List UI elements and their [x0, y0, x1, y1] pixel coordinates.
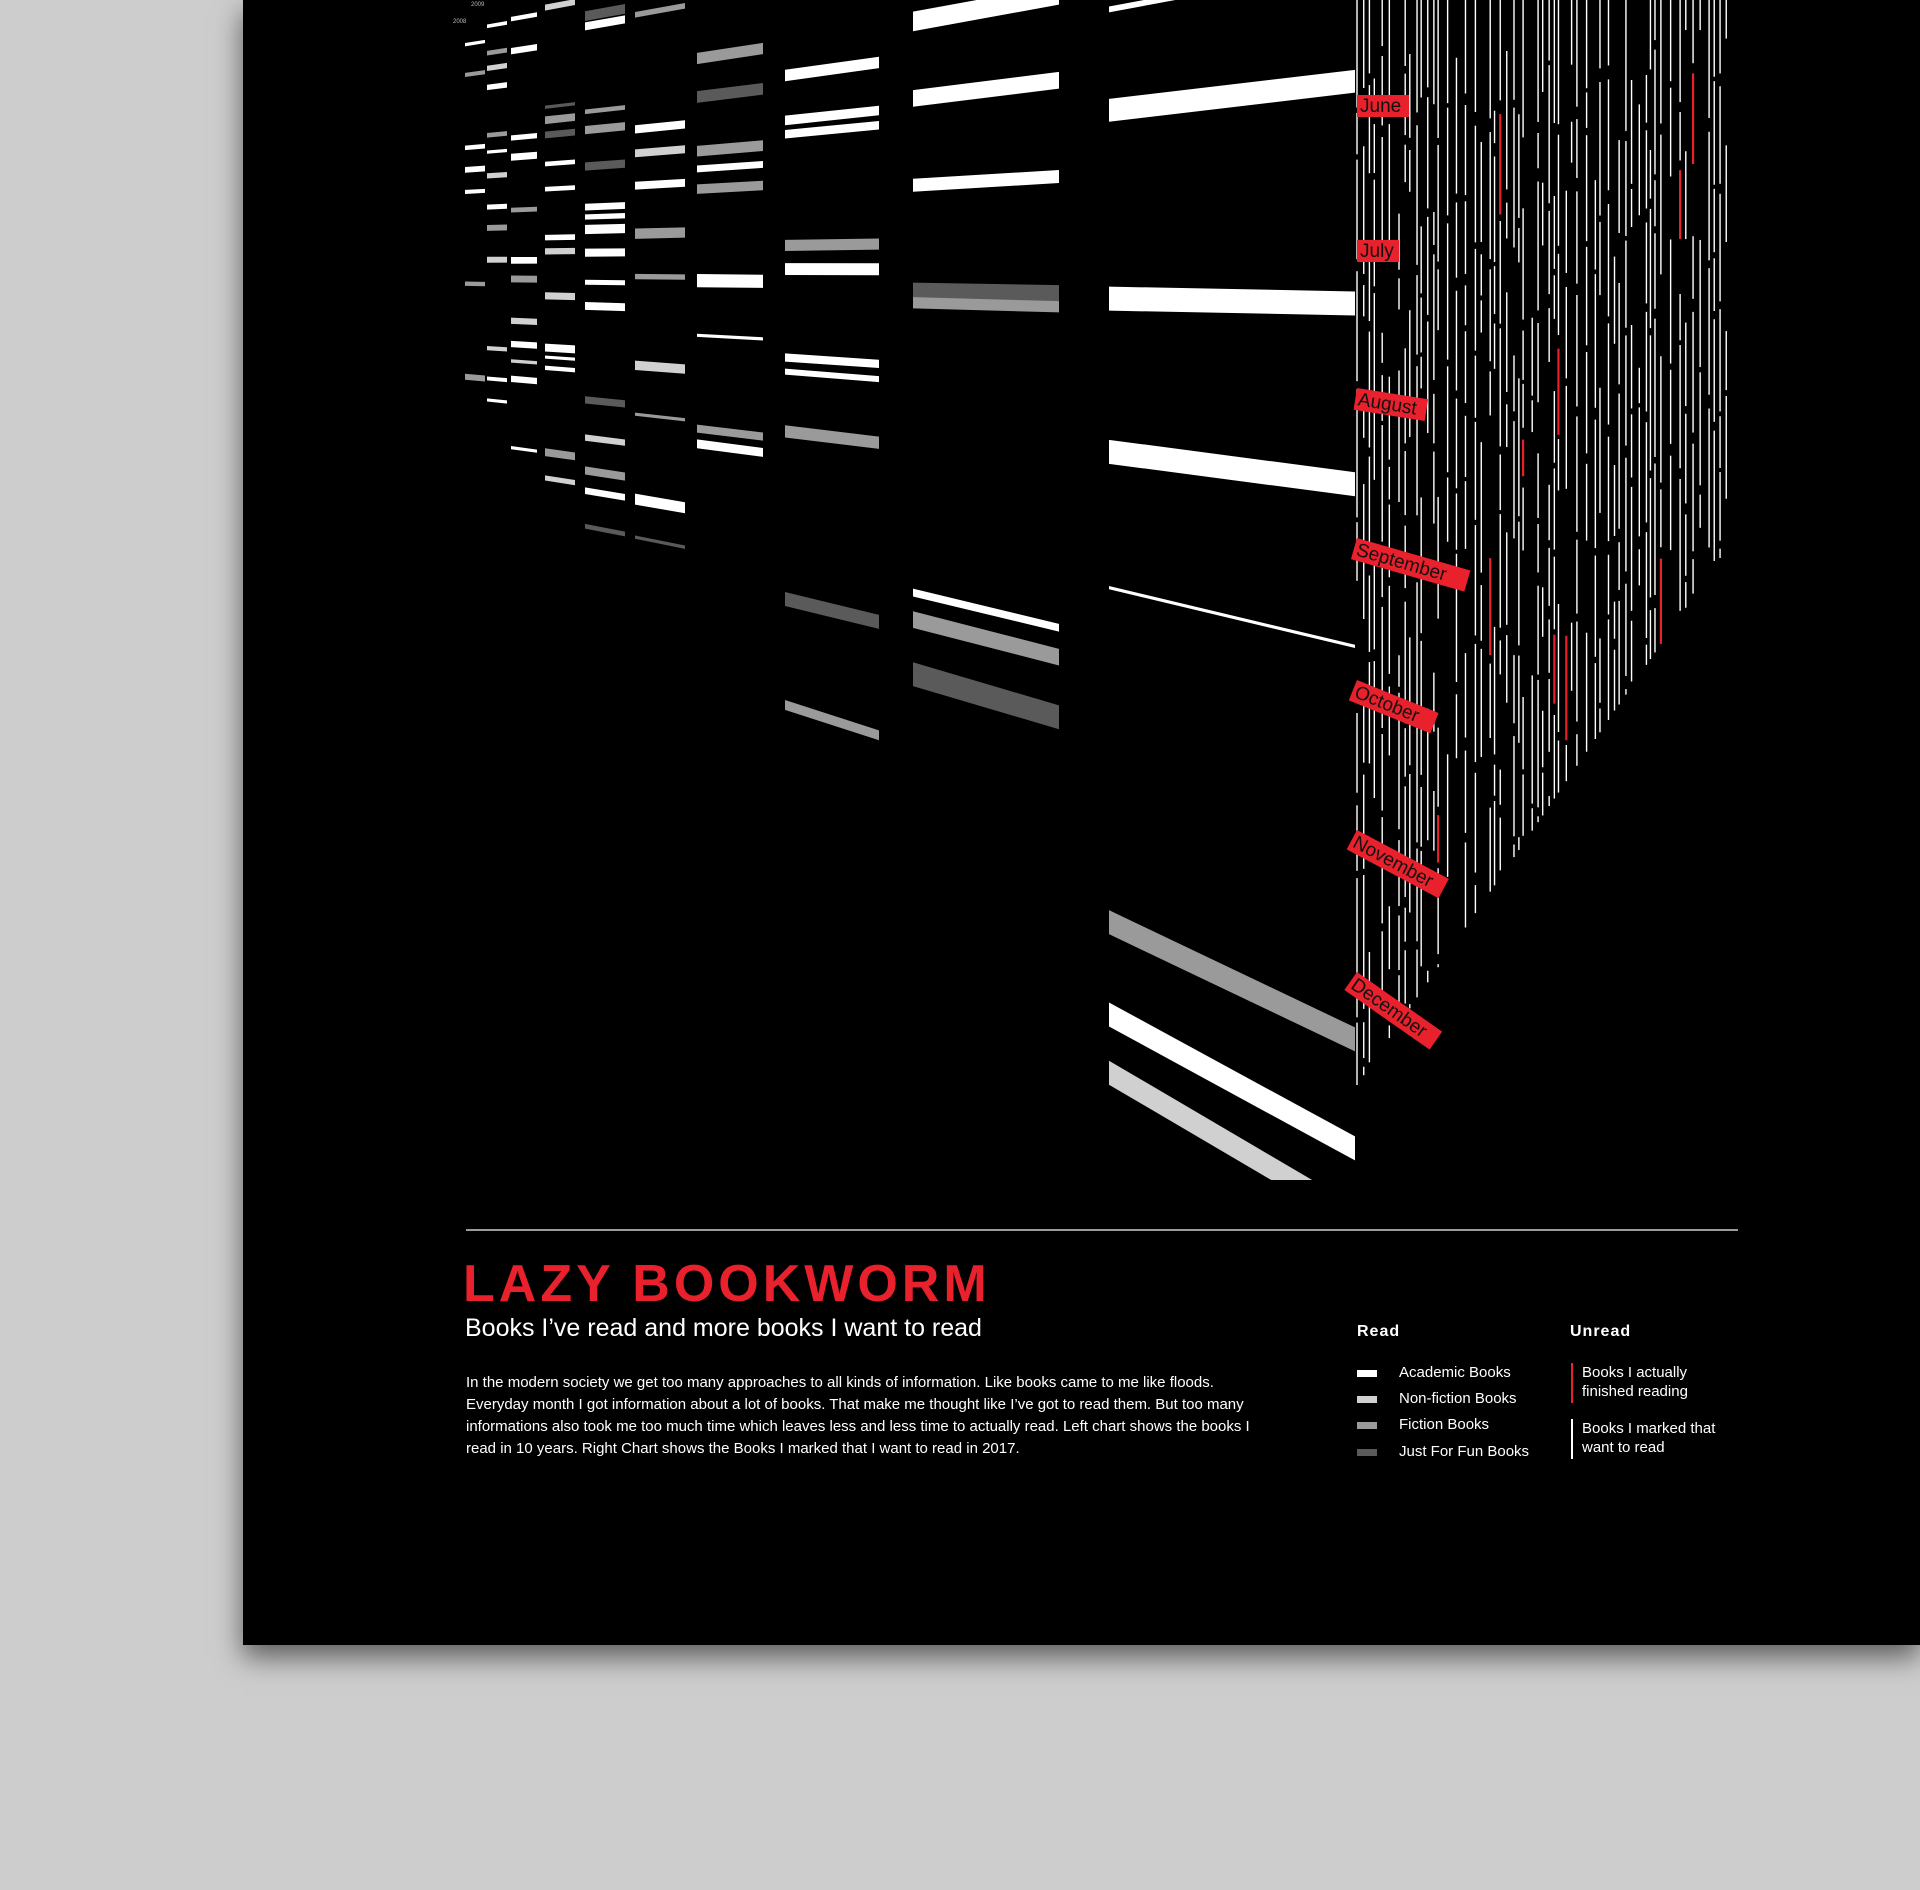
book-slat: [545, 102, 575, 109]
book-slat: [511, 257, 537, 264]
book-slat: [487, 149, 507, 154]
book-slat: [585, 159, 625, 170]
book-slat: [635, 274, 685, 280]
book-slat: [487, 224, 507, 230]
book-slat: [585, 248, 625, 256]
book-slat: [585, 280, 625, 286]
book-slat: [913, 0, 1059, 31]
book-slat: [511, 44, 537, 54]
book-slat: [785, 700, 879, 740]
month-tag-october: [1349, 680, 1439, 733]
book-slat: [545, 234, 575, 240]
book-slat: [913, 662, 1059, 729]
book-slat: [545, 248, 575, 255]
legend-label: Academic Books: [1399, 1364, 1511, 1381]
book-slat: [585, 524, 625, 537]
month-tag-june: [1357, 95, 1409, 117]
legend-swatch-academic: [1357, 1370, 1377, 1377]
legend-bar-marked: [1571, 1419, 1573, 1459]
book-slat: [487, 398, 507, 403]
book-slat: [697, 425, 763, 441]
book-slat: [785, 425, 879, 449]
book-slat: [511, 359, 537, 364]
book-slat: [487, 346, 507, 352]
book-slat: [487, 82, 507, 90]
month-label-august: August: [1356, 389, 1419, 420]
book-slat: [697, 161, 763, 172]
book-slat: [697, 83, 763, 103]
book-slat: [785, 57, 879, 82]
book-slat: [697, 140, 763, 156]
book-slat: [635, 145, 685, 157]
book-slat: [545, 475, 575, 485]
book-slat: [585, 105, 625, 114]
poster-description: In the modern society we get too many approaches to all kinds of information. Like books came to me like floods. Everyday month I got information about a lot of books. That make me thought like I’ve got to read them. But too many informations also took me too much time which leaves less and less time to actually read. Left chart shows the books I read in 10 years. Right Chart shows the Books I marked that I want to read in 2017.: [466, 1374, 1250, 1457]
legend-label: Non-fiction Books: [1399, 1390, 1517, 1407]
book-slat: [511, 275, 537, 282]
book-slat: [511, 207, 537, 213]
book-slat: [511, 133, 537, 141]
book-slat: [785, 239, 879, 251]
right-chart-books-to-read: [1357, 0, 1726, 1085]
book-slat: [785, 353, 879, 368]
book-slat: [487, 376, 507, 382]
book-slat: [1109, 287, 1355, 316]
book-slat: [585, 434, 625, 445]
book-slat: [585, 213, 625, 220]
book-slat: [487, 48, 507, 56]
book-slat: [1109, 70, 1355, 122]
poster-title: LAZY BOOKWORM: [463, 1255, 991, 1313]
book-slat: [545, 0, 575, 11]
book-slat: [635, 179, 685, 190]
book-slat: [635, 3, 685, 18]
book-slat: [785, 369, 879, 382]
book-slat: [465, 70, 485, 77]
legend-bar-finished: [1571, 1363, 1573, 1403]
month-label-june: June: [1360, 96, 1402, 117]
book-slat: [635, 227, 685, 238]
legend-swatch-just-for-fun: [1357, 1449, 1377, 1456]
book-slat: [585, 302, 625, 311]
year-label-2009: 2009: [471, 2, 485, 8]
month-label-november: November: [1349, 832, 1437, 892]
month-label-october: October: [1351, 682, 1423, 727]
book-slat: [487, 204, 507, 210]
book-slat: [487, 131, 507, 137]
book-slat: [545, 344, 575, 354]
legend-label: Fiction Books: [1399, 1416, 1490, 1433]
book-slat: [785, 592, 879, 629]
book-slat: [697, 43, 763, 64]
book-slat: [585, 466, 625, 480]
book-slat: [487, 257, 507, 263]
book-slat: [545, 366, 575, 373]
book-slat: [1109, 440, 1355, 496]
book-slat: [465, 282, 485, 287]
book-slat: [1109, 0, 1355, 12]
book-slat: [511, 446, 537, 453]
month-label-july: July: [1360, 241, 1394, 262]
book-slat: [465, 144, 485, 150]
book-slat: [545, 113, 575, 124]
book-slat: [511, 152, 537, 161]
book-slat: [511, 341, 537, 349]
poster: [243, 0, 1920, 1645]
book-slat: [585, 122, 625, 134]
legend-read-heading: Read: [1357, 1323, 1401, 1340]
book-slat: [635, 361, 685, 374]
book-slat: [465, 374, 485, 382]
book-slat: [545, 448, 575, 460]
legend-swatch-nonfiction: [1357, 1396, 1377, 1403]
book-slat: [785, 106, 879, 125]
book-slat: [697, 334, 763, 341]
legend-unread-heading: Unread: [1570, 1323, 1632, 1340]
book-slat: [785, 263, 879, 275]
book-slat: [635, 535, 685, 548]
book-slat: [465, 189, 485, 194]
month-tag-december: [1344, 972, 1442, 1050]
book-slat: [635, 413, 685, 422]
book-slat: [545, 160, 575, 167]
poster-subtitle: Books I’ve read and more books I want to read: [465, 1314, 982, 1342]
book-slat: [545, 292, 575, 300]
divider-line: [466, 1229, 1738, 1231]
book-slat: [635, 120, 685, 133]
month-label-september: September: [1353, 539, 1449, 586]
book-slat: [545, 355, 575, 360]
book-slat: [913, 72, 1059, 107]
book-slat: [585, 224, 625, 234]
reading-visualization: [243, 0, 1920, 1180]
legend-label: Just For Fun Books: [1399, 1443, 1530, 1460]
book-slat: [697, 439, 763, 457]
left-chart-books-read: [465, 0, 1355, 1180]
month-tag-july: [1357, 240, 1399, 262]
book-slat: [585, 396, 625, 407]
book-slat: [511, 318, 537, 325]
book-slat: [697, 181, 763, 194]
book-slat: [635, 494, 685, 514]
book-slat: [487, 172, 507, 179]
book-slat: [545, 185, 575, 191]
book-slat: [585, 202, 625, 210]
book-slat: [465, 40, 485, 47]
book-slat: [511, 376, 537, 385]
month-label-december: December: [1346, 974, 1431, 1043]
book-slat: [1109, 586, 1355, 648]
book-slat: [487, 63, 507, 71]
legend-swatch-fiction: [1357, 1422, 1377, 1429]
year-label-2008: 2008: [453, 19, 467, 25]
book-slat: [585, 487, 625, 500]
book-slat: [487, 21, 507, 28]
legend-label: Books I marked that want to read: [1582, 1420, 1716, 1456]
book-slat: [697, 274, 763, 288]
book-slat: [913, 170, 1059, 192]
legend-label: Books I actually finished reading: [1582, 1364, 1688, 1400]
book-slat: [465, 166, 485, 173]
book-slat: [511, 12, 537, 21]
book-slat: [545, 129, 575, 139]
